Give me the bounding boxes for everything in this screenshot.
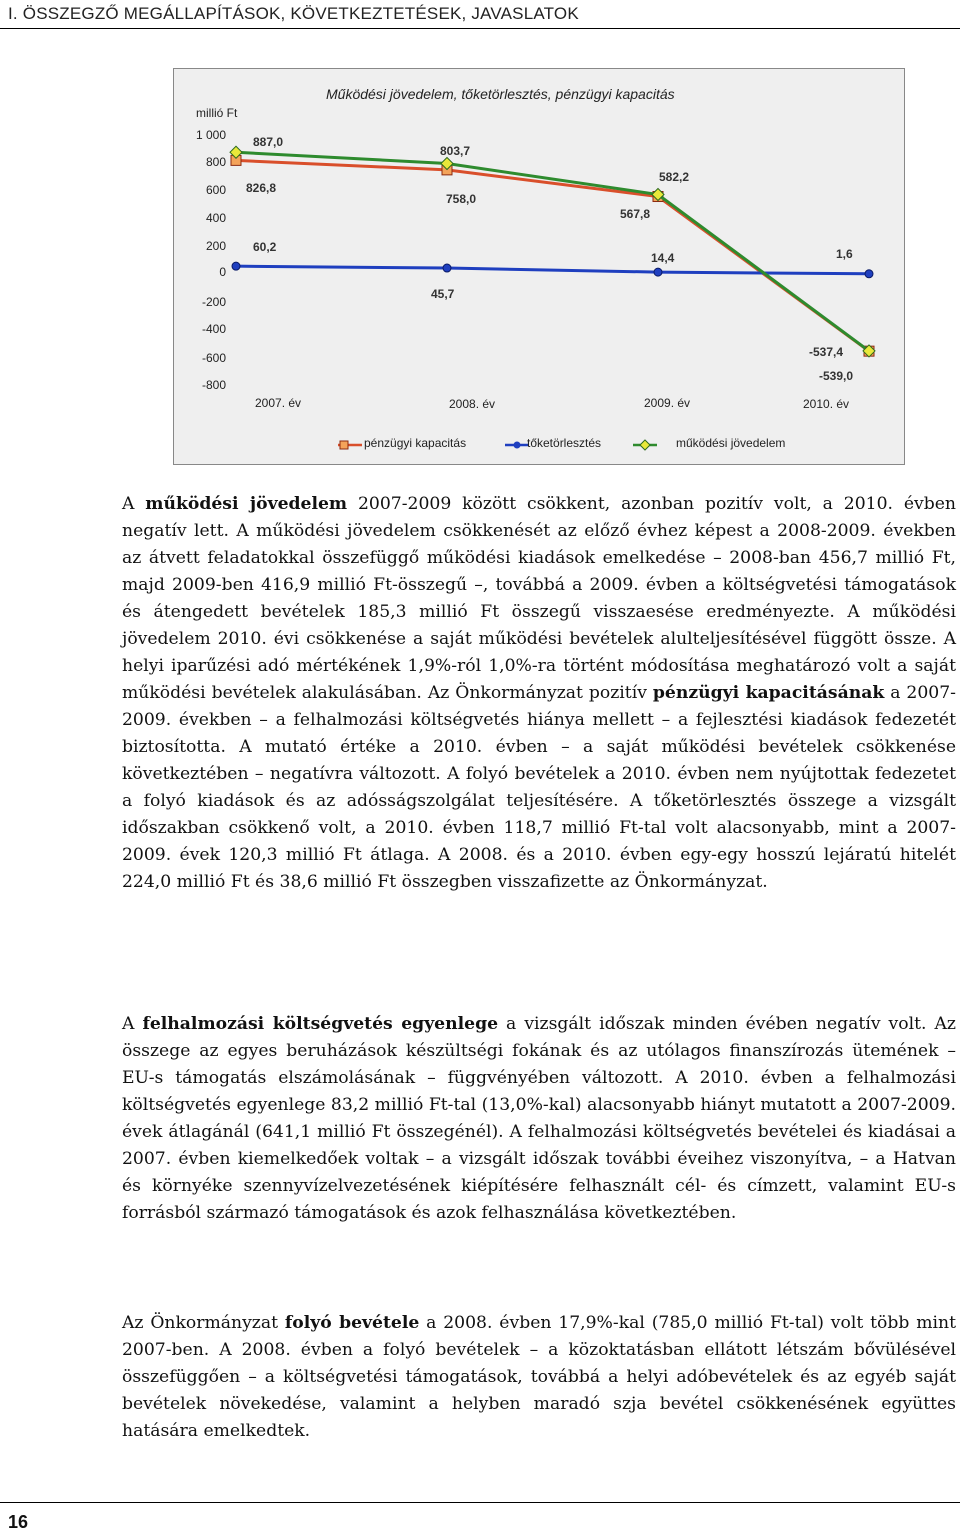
data-label: 887,0 — [253, 135, 284, 149]
legend-marker — [340, 441, 348, 449]
data-label: 758,0 — [446, 192, 477, 206]
y-tick-label: 1 000 — [195, 128, 226, 142]
data-label: 582,2 — [659, 170, 690, 184]
legend-marker — [514, 442, 521, 449]
p2-run-0: A — [122, 1014, 143, 1034]
y-tick-label: 800 — [205, 155, 226, 169]
page-header — [0, 0, 960, 29]
data-label: 567,8 — [620, 207, 651, 221]
x-tick-label: 2010. év — [803, 397, 850, 411]
page-number: 16 — [8, 1512, 29, 1532]
legend-marker — [640, 440, 650, 450]
data-label: -537,4 — [809, 345, 844, 359]
p3-run-2: a 2008. évben 17,9%-kal (785,0 millió Ft-tal) volt több mint 2007-ben. A 2008. évben a folyó bevételek – a közoktatásban ellátott létszám bővülésével összefüggően – a költségvetési támogatások, továbbá a helyi adóbevételek és az egyéb saját bevételek növekedése, valamint a helyben maradó szja bevétel csökkenésének együttes hatására emelkedtek. — [122, 1313, 956, 1441]
data-point — [443, 264, 451, 272]
footer-divider — [0, 1502, 960, 1503]
y-axis-unit: millió Ft — [196, 106, 238, 120]
series-line — [236, 160, 869, 351]
y-tick-label: -800 — [201, 378, 226, 392]
series-line — [236, 266, 869, 274]
p2-run-1: felhalmozási költségvetés egyenlege — [142, 1014, 499, 1034]
p1-run-4: a 2007-2009. években – a felhalmozási költségvetés hiánya mellett – a fejlesztési kiadások fedezetét biztosította. A mutató értéke a 2010. évben – a saját működési bevételek csökkenése következtében – negatívra változott. A folyó bevételek a 2010. évben nem nyújtottak fedezetet a folyó kiadások és az adósságszolgálat teljesítésére. A tőketörlesztés összege a vizsgált időszakban csökkenő volt, a 2010. évben 118,7 millió Ft-tal volt alacsonyabb, mint a 2007-2009. évek 120,3 millió Ft átlaga. A 2008. és a 2010. évben egy-egy hosszú lejáratú hitelét 224,0 millió Ft és 38,6 millió Ft összegben visszafizette az Önkormányzat. — [122, 683, 956, 892]
y-tick-label: 600 — [205, 183, 226, 197]
data-label: -539,0 — [819, 369, 854, 383]
chart-title: Működési jövedelem, tőketörlesztés, pénzügyi kapacitás — [326, 86, 675, 102]
data-point — [654, 268, 662, 276]
data-label: 60,2 — [253, 240, 277, 254]
paragraph-operating-income — [122, 491, 956, 896]
data-label: 45,7 — [431, 287, 455, 301]
y-tick-label: 0 — [219, 265, 226, 279]
data-label: 826,8 — [246, 181, 277, 195]
y-tick-label: 400 — [205, 211, 226, 225]
data-label: 1,6 — [836, 247, 853, 261]
p1-run-1: működési jövedelem — [145, 494, 348, 514]
p3-run-1: folyó bevétele — [284, 1313, 420, 1333]
p1-run-3: pénzügyi kapacitásának — [652, 683, 885, 703]
y-tick-label: -600 — [201, 351, 226, 365]
data-point — [865, 270, 873, 278]
x-tick-label: 2008. év — [449, 397, 496, 411]
paragraph-current-revenue — [122, 1310, 956, 1445]
p2-run-2: a vizsgált időszak minden évében negatív volt. Az összege az egyes beruházások készültségi fokának és az utólagos finanszírozás ütemének – EU-s támogatás elszámolásának – függvényében változott. A 2010. évben a felhalmozási költségvetés egyenlege 83,2 millió Ft-tal (13,0%-kal) alacsonyabb hiányt mutatott a 2007-2009. évek átlagánál (641,1 millió Ft összegénél). A felhalmozási költségvetés bevételei és kiadásai a 2007. évben kiemelkedőek voltak – a vizsgált időszak további éveihez viszonyítva, – a Hatvan és környéke szennyvízelvezetésének kiépítésére felhasznált cél- és címzett, valamint EU-s forrásból származó támogatások és azok felhasználása következtében. — [122, 1014, 956, 1223]
paragraph-capital-budget — [122, 1011, 956, 1227]
p1-run-0: A — [122, 494, 146, 514]
data-label: 14,4 — [651, 251, 675, 265]
y-tick-label: -400 — [201, 322, 226, 336]
legend-label: működési jövedelem — [676, 436, 786, 450]
data-label: 803,7 — [440, 144, 471, 158]
legend-label: tőketörlesztés — [527, 436, 602, 450]
header-title: I. ÖSSZEGZŐ MEGÁLLAPÍTÁSOK, KÖVETKEZTETÉSEK, JAVASLATOK — [8, 4, 579, 23]
y-tick-label: -200 — [201, 295, 226, 309]
y-tick-label: 200 — [205, 239, 226, 253]
legend-label: pénzügyi kapacitás — [364, 436, 467, 450]
data-point — [232, 262, 240, 270]
p3-run-0: Az Önkormányzat — [122, 1313, 285, 1333]
p1-run-2: 2007-2009 között csökkent, azonban pozitív volt, a 2010. évben negatív lett. A működési jövedelem csökkenését az előző évhez képest a 2008-2009. években az átvett feladatokkal összefüggő működési kiadások emelkedése – 2008-ban 456,7 millió Ft, majd 2009-ben 416,9 millió Ft-összegű –, továbbá a 2009. évben a költségvetési támogatások és átengedett bevételek 185,3 millió Ft összegű visszaesése eredményezte. A működési jövedelem 2010. évi csökkenése a saját működési bevételek alulteljesítésével függött össze. A helyi iparűzési adó mértékének 1,9%-ról 1,0%-ra történt módosítása meghatározó volt a saját működési bevételek alakulásában. Az Önkormányzat pozitív — [122, 494, 956, 703]
x-tick-label: 2009. év — [644, 396, 691, 410]
x-tick-label: 2007. év — [255, 396, 302, 410]
